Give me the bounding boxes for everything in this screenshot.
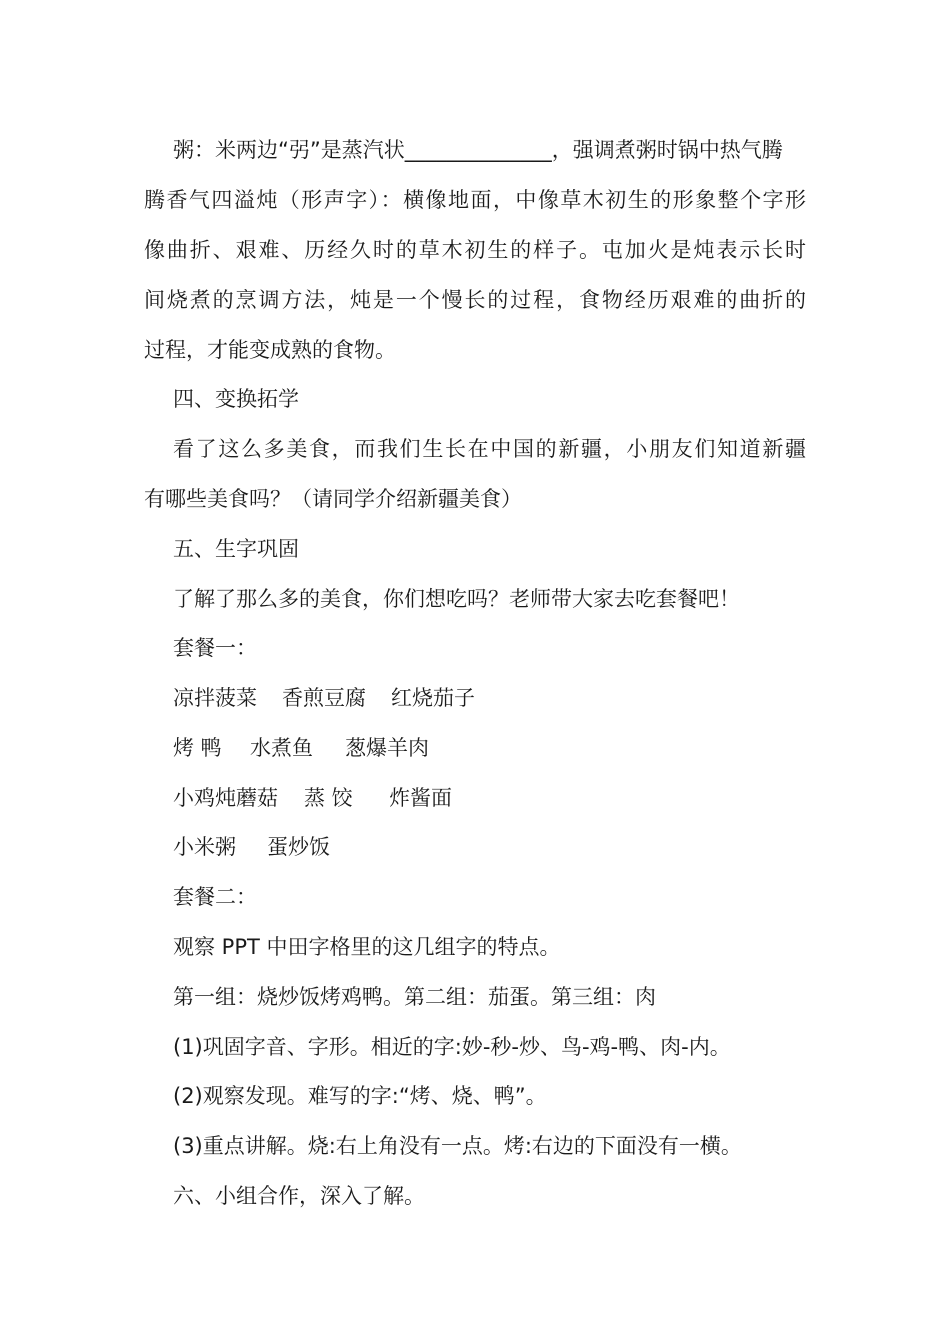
menu-item: 蒸 饺 bbox=[304, 786, 353, 810]
menu-item: 红烧茄子 bbox=[391, 686, 475, 710]
menu-item: 水煮鱼 bbox=[250, 736, 313, 760]
paragraph-zhou-line-4: 间烧煮的烹调方法，炖是一个慢长的过程，食物经历艰难的曲折的 bbox=[144, 288, 806, 312]
menu-item: 小米粥 bbox=[173, 835, 236, 859]
paragraph-xinjiang-line-2: 有哪些美食吗？（请同学介绍新疆美食） bbox=[144, 487, 522, 511]
section-heading-6: 六、小组合作，深入了解。 bbox=[173, 1184, 425, 1208]
section-heading-5: 五、生字巩固 bbox=[173, 537, 299, 561]
menu-item: 葱爆羊肉 bbox=[345, 736, 429, 760]
menu-item: 香煎豆腐 bbox=[282, 686, 366, 710]
zhou-text-end: ，强调煮粥时锅中热气腾 bbox=[551, 138, 783, 162]
paragraph-ppt-observe: 观察 PPT 中田字格里的这几组字的特点。 bbox=[173, 935, 561, 959]
fill-in-blank: ______________ bbox=[404, 138, 552, 162]
set-1-title: 套餐一： bbox=[173, 636, 257, 660]
paragraph-zhou-line-1 bbox=[173, 135, 806, 165]
list-item-1: (1)巩固字音、字形。相近的字:妙-秒-炒、鸟-鸡-鸭、肉-内。 bbox=[173, 1035, 731, 1059]
menu-item: 小鸡炖蘑菇 bbox=[173, 786, 278, 810]
menu-item: 凉拌菠菜 bbox=[173, 686, 257, 710]
zhou-text-start: 粥：米两边“弜”是蒸汽状 bbox=[173, 138, 405, 162]
set-2-title: 套餐二： bbox=[173, 885, 257, 909]
paragraph-zhou-line-5: 过程，才能变成熟的食物。 bbox=[144, 338, 396, 362]
paragraph-meal-invite: 了解了那么多的美食，你们想吃吗？老师带大家去吃套餐吧！ bbox=[173, 587, 740, 611]
paragraph-xinjiang-line-1: 看了这么多美食，而我们生长在中国的新疆，小朋友们知道新疆 bbox=[173, 437, 806, 461]
menu-item: 炸酱面 bbox=[389, 786, 452, 810]
list-item-2: (2)观察发现。难写的字:“烤、烧、鸭”。 bbox=[173, 1084, 547, 1108]
paragraph-zhou-line-2: 腾香气四溢炖（形声字）：横像地面，中像草木初生的形象整个字形 bbox=[144, 188, 806, 212]
paragraph-groups: 第一组：烧炒饭烤鸡鸭。第二组：茄蛋。第三组：肉 bbox=[173, 985, 656, 1009]
menu-item: 烤 鸭 bbox=[173, 736, 222, 760]
paragraph-zhou-line-3: 像曲折、艰难、历经久时的草木初生的样子。屯加火是炖表示长时 bbox=[144, 238, 806, 262]
list-item-3: (3)重点讲解。烧:右上角没有一点。烤:右边的下面没有一横。 bbox=[173, 1134, 742, 1158]
section-heading-4: 四、变换拓学 bbox=[173, 387, 299, 411]
menu-item: 蛋炒饭 bbox=[267, 835, 330, 859]
